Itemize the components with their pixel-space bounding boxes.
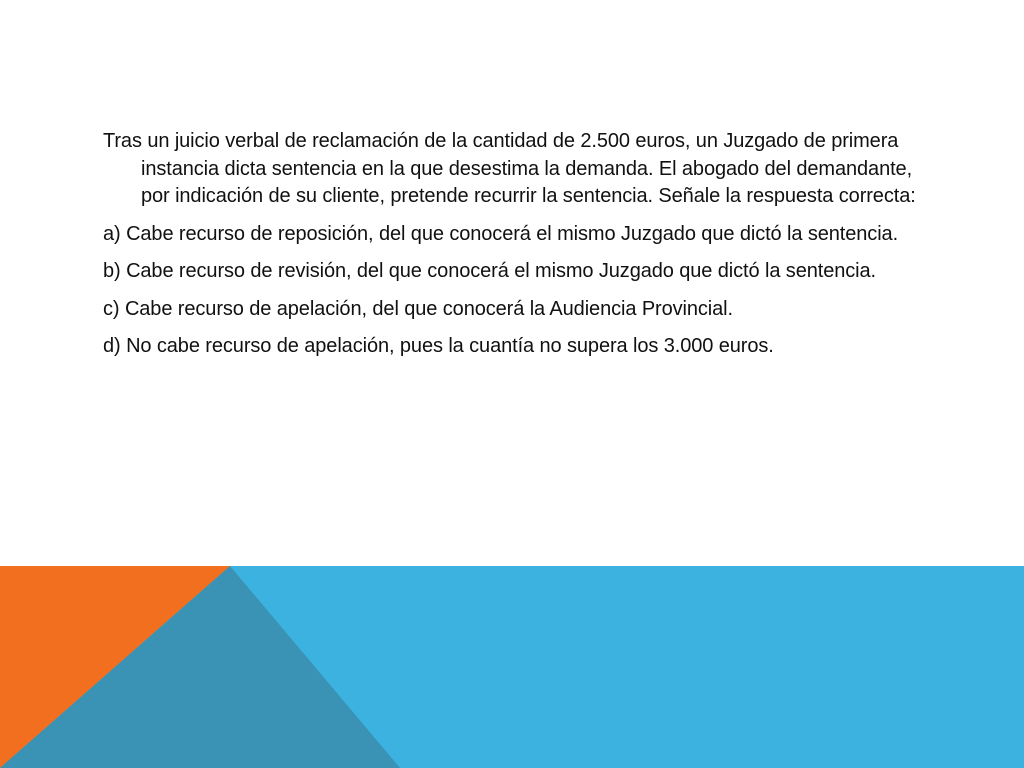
option-a-text: Cabe recurso de reposición, del que conocerá el mismo Juzgado que dictó la sentencia. (126, 222, 899, 245)
option-c-letter: c) (103, 297, 120, 320)
option-c (103, 296, 923, 324)
question-text: Tras un juicio verbal de reclamación de la cantidad de 2.500 euros, un Juzgado de primera instancia dicta sentencia en la que desestima la demanda. El abogado del demandante, por indicación de su cliente, pretende recurrir la sentencia. Señale la respuesta correcta: (103, 130, 916, 207)
decorative-footer-band (0, 566, 1024, 768)
option-b-letter: b) (103, 260, 121, 282)
option-a-letter: a) (103, 222, 121, 245)
slide-body (103, 128, 923, 371)
option-c-text: Cabe recurso de apelación, del que conocerá la Audiencia Provincial. (124, 297, 733, 320)
option-d-letter: d) (103, 335, 121, 357)
option-a (103, 221, 923, 249)
option-b-text: Cabe recurso de revisión, del que conocerá el mismo Juzgado que dictó la sentencia. (126, 260, 876, 282)
option-d-text: No cabe recurso de apelación, pues la cuantía no supera los 3.000 euros. (126, 335, 774, 357)
option-b (103, 258, 923, 286)
option-d (103, 333, 923, 361)
